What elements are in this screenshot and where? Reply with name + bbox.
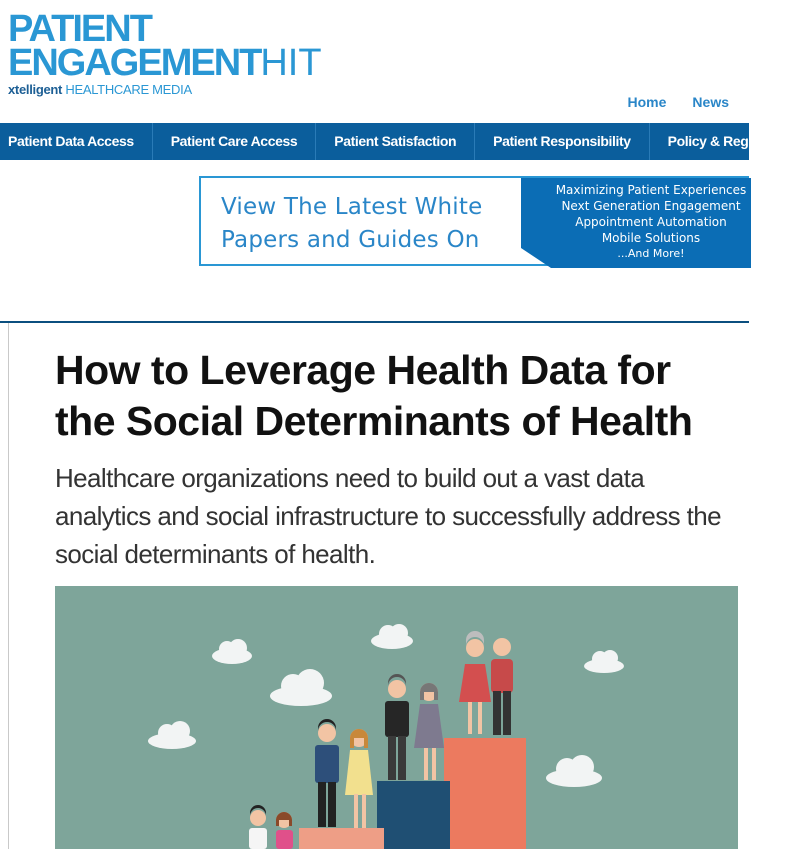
banner-headline <box>221 191 482 257</box>
banner-line-1: View The Latest White <box>221 194 483 220</box>
nav-item-patient-satisfaction[interactable]: Patient Satisfaction <box>316 123 475 160</box>
banner-topic-more: ...And More! <box>617 247 685 260</box>
logo-line-1: PATIENT <box>8 8 151 50</box>
young-man-figure <box>315 719 339 827</box>
step-top <box>444 738 526 849</box>
logo-engagement: ENGAGEMENT <box>8 42 261 84</box>
cloud-icon <box>371 624 413 649</box>
grandfather-figure <box>491 638 513 735</box>
article-hero-image <box>55 586 738 849</box>
banner-topic: Appointment Automation <box>575 215 727 229</box>
banner-line-2: Papers and Guides On <box>221 227 480 253</box>
home-link[interactable]: Home <box>627 94 667 110</box>
content-left-border <box>8 323 9 849</box>
step-middle <box>377 781 450 849</box>
boy-figure <box>249 805 267 849</box>
main-nav <box>0 123 792 160</box>
news-link[interactable]: News <box>692 94 729 110</box>
cloud-icon <box>148 721 196 749</box>
nav-item-policy-regulation[interactable]: Policy & Regulation <box>667 133 792 149</box>
article-subtitle: Healthcare organizations need to build out a vast data analytics and social infrastructure to successfully address the social determinants of health. <box>55 463 721 569</box>
white-papers-banner[interactable] <box>199 176 749 266</box>
family-steps-illustration <box>55 586 738 849</box>
article-title: How to Leverage Health Data for the Social Determinants of Health <box>55 347 693 444</box>
logo-subtitle <box>8 82 322 97</box>
nav-item-patient-data-access[interactable]: Patient Data Access <box>0 123 153 160</box>
young-woman-figure <box>345 729 373 828</box>
nav-item-patient-care-access[interactable]: Patient Care Access <box>153 123 317 160</box>
top-links <box>628 94 729 110</box>
cloud-icon <box>270 669 332 706</box>
logo-line-2 <box>8 42 322 84</box>
logo-hit: HIT <box>260 42 322 84</box>
cloud-icon <box>584 650 624 673</box>
mother-figure <box>414 683 444 780</box>
grandmother-figure <box>459 631 491 734</box>
father-figure <box>385 674 409 780</box>
banner-topic-list <box>531 182 771 262</box>
banner-topic: Maximizing Patient Experiences <box>555 183 747 197</box>
banner-topic: Mobile Solutions <box>601 231 701 245</box>
content-top-divider <box>0 321 749 323</box>
step-bottom <box>299 828 384 849</box>
logo-sub-rest: HEALTHCARE MEDIA <box>62 82 192 97</box>
girl-figure <box>276 812 293 849</box>
logo-sub-brand: xtelligent <box>8 82 63 97</box>
banner-topic: Next Generation Engagement <box>561 199 741 213</box>
cloud-icon <box>212 639 252 664</box>
cloud-icon <box>546 755 602 787</box>
nav-item-patient-responsibility[interactable]: Patient Responsibility <box>475 123 649 160</box>
site-logo[interactable] <box>8 8 322 97</box>
